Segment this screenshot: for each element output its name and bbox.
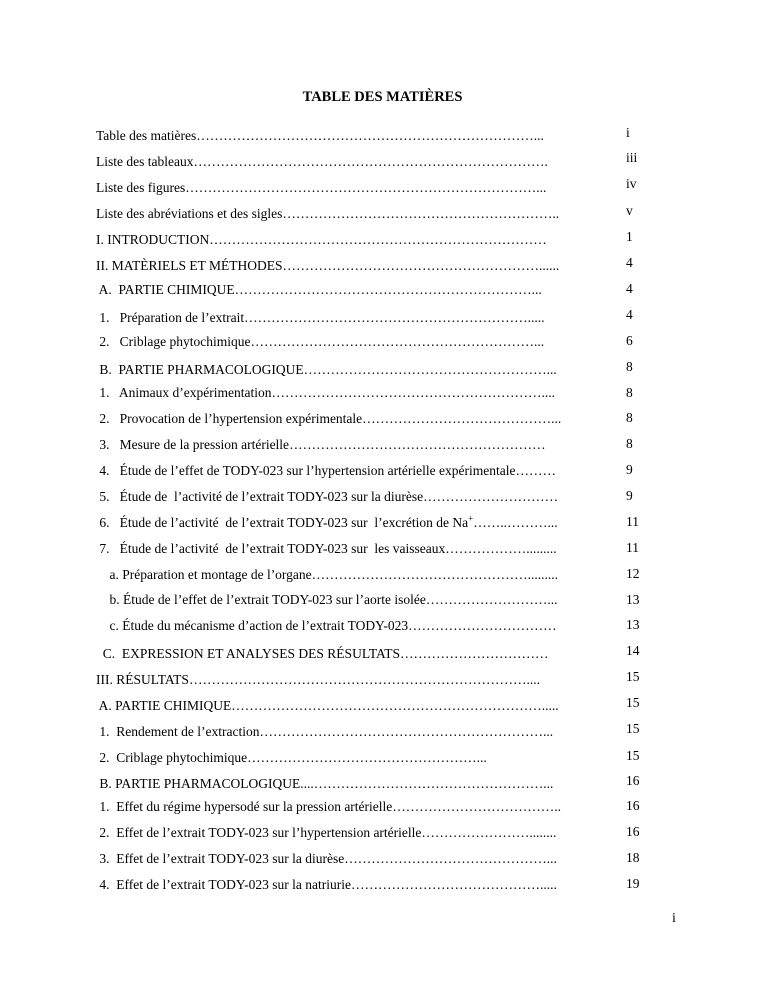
dot-leader: ………………………………………………... xyxy=(303,362,557,377)
toc-entry-label: 4. Étude de l’effet de TODY-023 sur l’hypertension artérielle expérimentale xyxy=(96,463,516,478)
toc-entry-label: 2. Criblage phytochimique xyxy=(96,750,248,765)
dot-leader: ………………………………………... xyxy=(344,851,557,866)
toc-entry xyxy=(96,776,613,792)
dot-leader: ……………………………………………... xyxy=(313,776,554,791)
toc-entry-label: 3. Mesure de la pression artérielle xyxy=(96,437,290,452)
toc-entry xyxy=(96,232,613,248)
toc-entry-label: a. Préparation et montage de l’organe xyxy=(96,567,312,582)
toc-entry-label: 7. Étude de l’activité de l’extrait TODY-023 sur les vaisseaux xyxy=(96,541,446,556)
toc-entry xyxy=(96,877,613,893)
toc-entry-label: 3. Effet de l’extrait TODY-023 sur la diurèse xyxy=(96,851,345,866)
toc-page-number: 9 xyxy=(626,488,633,503)
toc-page-number: 8 xyxy=(626,410,633,425)
toc-entry-label: Liste des tableaux xyxy=(96,154,194,169)
toc-entry xyxy=(96,698,613,714)
toc-entry-label: 6. Étude de l’activité de l’extrait TODY-023 sur l’excrétion de Na xyxy=(96,515,469,530)
toc-entry xyxy=(96,851,613,867)
toc-entry-label: c. Étude du mécanisme d’action de l’extrait TODY-023 xyxy=(96,618,409,633)
dot-leader: …………………………………………………….... xyxy=(271,385,555,400)
dot-leader: ……………………………………………... xyxy=(247,750,487,765)
toc-page-number: 16 xyxy=(626,773,640,788)
toc-page-number: 4 xyxy=(626,255,633,270)
dot-leader: ………………………… xyxy=(423,489,559,504)
page-number-footer: i xyxy=(672,911,676,926)
toc-entry-label: B. PARTIE PHARMACOLOGIQUE xyxy=(96,362,304,377)
toc-entry xyxy=(96,825,613,841)
dot-leader: ………………………………………………………..... xyxy=(244,310,545,325)
toc-entry xyxy=(96,646,613,662)
toc-page-number: 16 xyxy=(626,798,640,813)
dot-leader: ………………………………………………………... xyxy=(250,334,545,349)
toc-entry xyxy=(96,334,613,350)
toc-entry-label: 1. Préparation de l’extrait xyxy=(96,310,245,325)
dot-leader: ……………………………….. xyxy=(392,799,562,814)
toc-entry-label: B. PARTIE PHARMACOLOGIQUE.... xyxy=(96,776,314,791)
toc-entry xyxy=(96,672,613,688)
dot-leader: ……………………………………………………………………... xyxy=(185,180,547,195)
toc-entry xyxy=(96,282,613,298)
toc-page-number: iii xyxy=(626,150,638,165)
toc-page-number: 12 xyxy=(626,566,640,581)
dot-leader: ………………………………………………… xyxy=(289,437,546,452)
toc-entry-label: 2. Provocation de l’hypertension expérimentale xyxy=(96,411,363,426)
toc-entry-label: III. RÉSULTATS xyxy=(96,672,189,687)
dot-leader: …………………………………………......... xyxy=(311,567,559,582)
toc-entry xyxy=(96,463,613,479)
toc-entry xyxy=(96,618,613,634)
toc-entry xyxy=(96,724,613,740)
toc-page-number: 11 xyxy=(626,540,639,555)
dot-leader: …………………………………………………...... xyxy=(282,258,560,273)
toc-page-number: 8 xyxy=(626,385,633,400)
toc-page-number: 13 xyxy=(626,617,640,632)
dot-leader: ………………………………………………………………….... xyxy=(188,672,540,687)
toc-page-number: 15 xyxy=(626,721,640,736)
dot-leader: ……… xyxy=(515,463,556,478)
toc-entry xyxy=(96,437,613,453)
toc-entry xyxy=(96,128,613,144)
toc-page-number: 6 xyxy=(626,333,633,348)
dot-leader: ……………………........ xyxy=(421,825,557,840)
toc-page-number: i xyxy=(626,125,630,140)
dot-leader: ………………......... xyxy=(445,541,557,556)
toc-entry xyxy=(96,411,613,427)
superscript: + xyxy=(468,515,474,524)
dot-leader: …………………………………………………………………... xyxy=(196,128,544,143)
dot-leader: ………………………………………………………... xyxy=(259,724,554,739)
toc-entry-label: 4. Effet de l’extrait TODY-023 sur la natriurie xyxy=(96,877,351,892)
toc-entry-label: 1. Rendement de l’extraction xyxy=(96,724,260,739)
toc-entry xyxy=(96,592,613,608)
dot-leader: …………………………… xyxy=(408,618,557,633)
toc-page-number: 9 xyxy=(626,462,633,477)
toc-entry-label: Liste des abréviations et des sigles xyxy=(96,206,283,221)
toc-page-number: 1 xyxy=(626,229,633,244)
dot-leader: ……………………………………………………………..... xyxy=(231,698,559,713)
toc-entry xyxy=(96,310,613,326)
toc-page-number: 15 xyxy=(626,748,640,763)
toc-entry xyxy=(96,362,613,378)
toc-entry-label: A. PARTIE CHIMIQUE xyxy=(96,698,232,713)
toc-page-number: 4 xyxy=(626,281,633,296)
toc-entry-label: A. PARTIE CHIMIQUE xyxy=(96,282,235,297)
toc-page-number: 18 xyxy=(626,850,640,865)
toc-entry-label: 2. Effet de l’extrait TODY-023 sur l’hypertension artérielle xyxy=(96,825,422,840)
toc-page-number: 14 xyxy=(626,643,640,658)
toc-entry xyxy=(96,206,613,222)
toc-entry-label: 1. Animaux d’expérimentation xyxy=(96,385,272,400)
toc-entry-label: Table des matières xyxy=(96,128,197,143)
dot-leader: …………………………………………………….. xyxy=(282,206,560,221)
toc-entry xyxy=(96,567,613,583)
toc-page-number: 19 xyxy=(626,876,640,891)
toc-entry xyxy=(96,750,613,766)
toc-entry-label: b. Étude de l’effet de l’extrait TODY-023 sur l’aorte isolée xyxy=(96,592,426,607)
dot-leader: …………………………………………………………... xyxy=(234,282,542,297)
toc-page-number: 16 xyxy=(626,824,640,839)
toc-entry xyxy=(96,489,613,505)
toc-page-number: 15 xyxy=(626,669,640,684)
toc-entry-label: 5. Étude de l’activité de l’extrait TODY-023 sur la diurèse xyxy=(96,489,424,504)
toc-page-number: iv xyxy=(626,176,637,191)
toc-entry-label: 1. Effet du régime hypersodé sur la pression artérielle xyxy=(96,799,393,814)
toc-page-number: 8 xyxy=(626,359,633,374)
toc-page-number: v xyxy=(626,203,633,218)
page-title: TABLE DES MATIÈRES xyxy=(302,89,463,105)
dot-leader: …………………………… xyxy=(400,646,549,661)
dot-leader: ………………………………………………………………… xyxy=(209,232,547,247)
toc-entry-label: C. EXPRESSION ET ANALYSES DES RÉSULTATS xyxy=(96,646,400,661)
dot-leader: ……………………………………..... xyxy=(350,877,557,892)
dot-leader: ………………………... xyxy=(425,592,558,607)
toc-entry xyxy=(96,541,613,557)
toc-entry-label: 2. Criblage phytochimique xyxy=(96,334,251,349)
toc-page-number: 13 xyxy=(626,592,640,607)
dot-leader: ……………………………………... xyxy=(362,411,562,426)
toc-page-number: 11 xyxy=(626,514,639,529)
toc-entry xyxy=(96,799,613,815)
dot-leader: ……………………………………………………………………. xyxy=(193,154,548,169)
toc-page-number: 8 xyxy=(626,436,633,451)
dot-leader: ……..………... xyxy=(473,515,558,530)
toc-page-number: 4 xyxy=(626,307,633,322)
toc-entry-label: I. INTRODUCTION xyxy=(96,232,210,247)
toc-entry xyxy=(96,258,613,274)
toc-entry xyxy=(96,180,613,196)
toc-page-number: 15 xyxy=(626,695,640,710)
toc-entry-label: II. MATÈRIELS ET MÉTHODES xyxy=(96,258,283,273)
toc-entry xyxy=(96,515,613,531)
toc-entry-label: Liste des figures xyxy=(96,180,186,195)
toc-entry xyxy=(96,154,613,170)
toc-entry xyxy=(96,385,613,401)
